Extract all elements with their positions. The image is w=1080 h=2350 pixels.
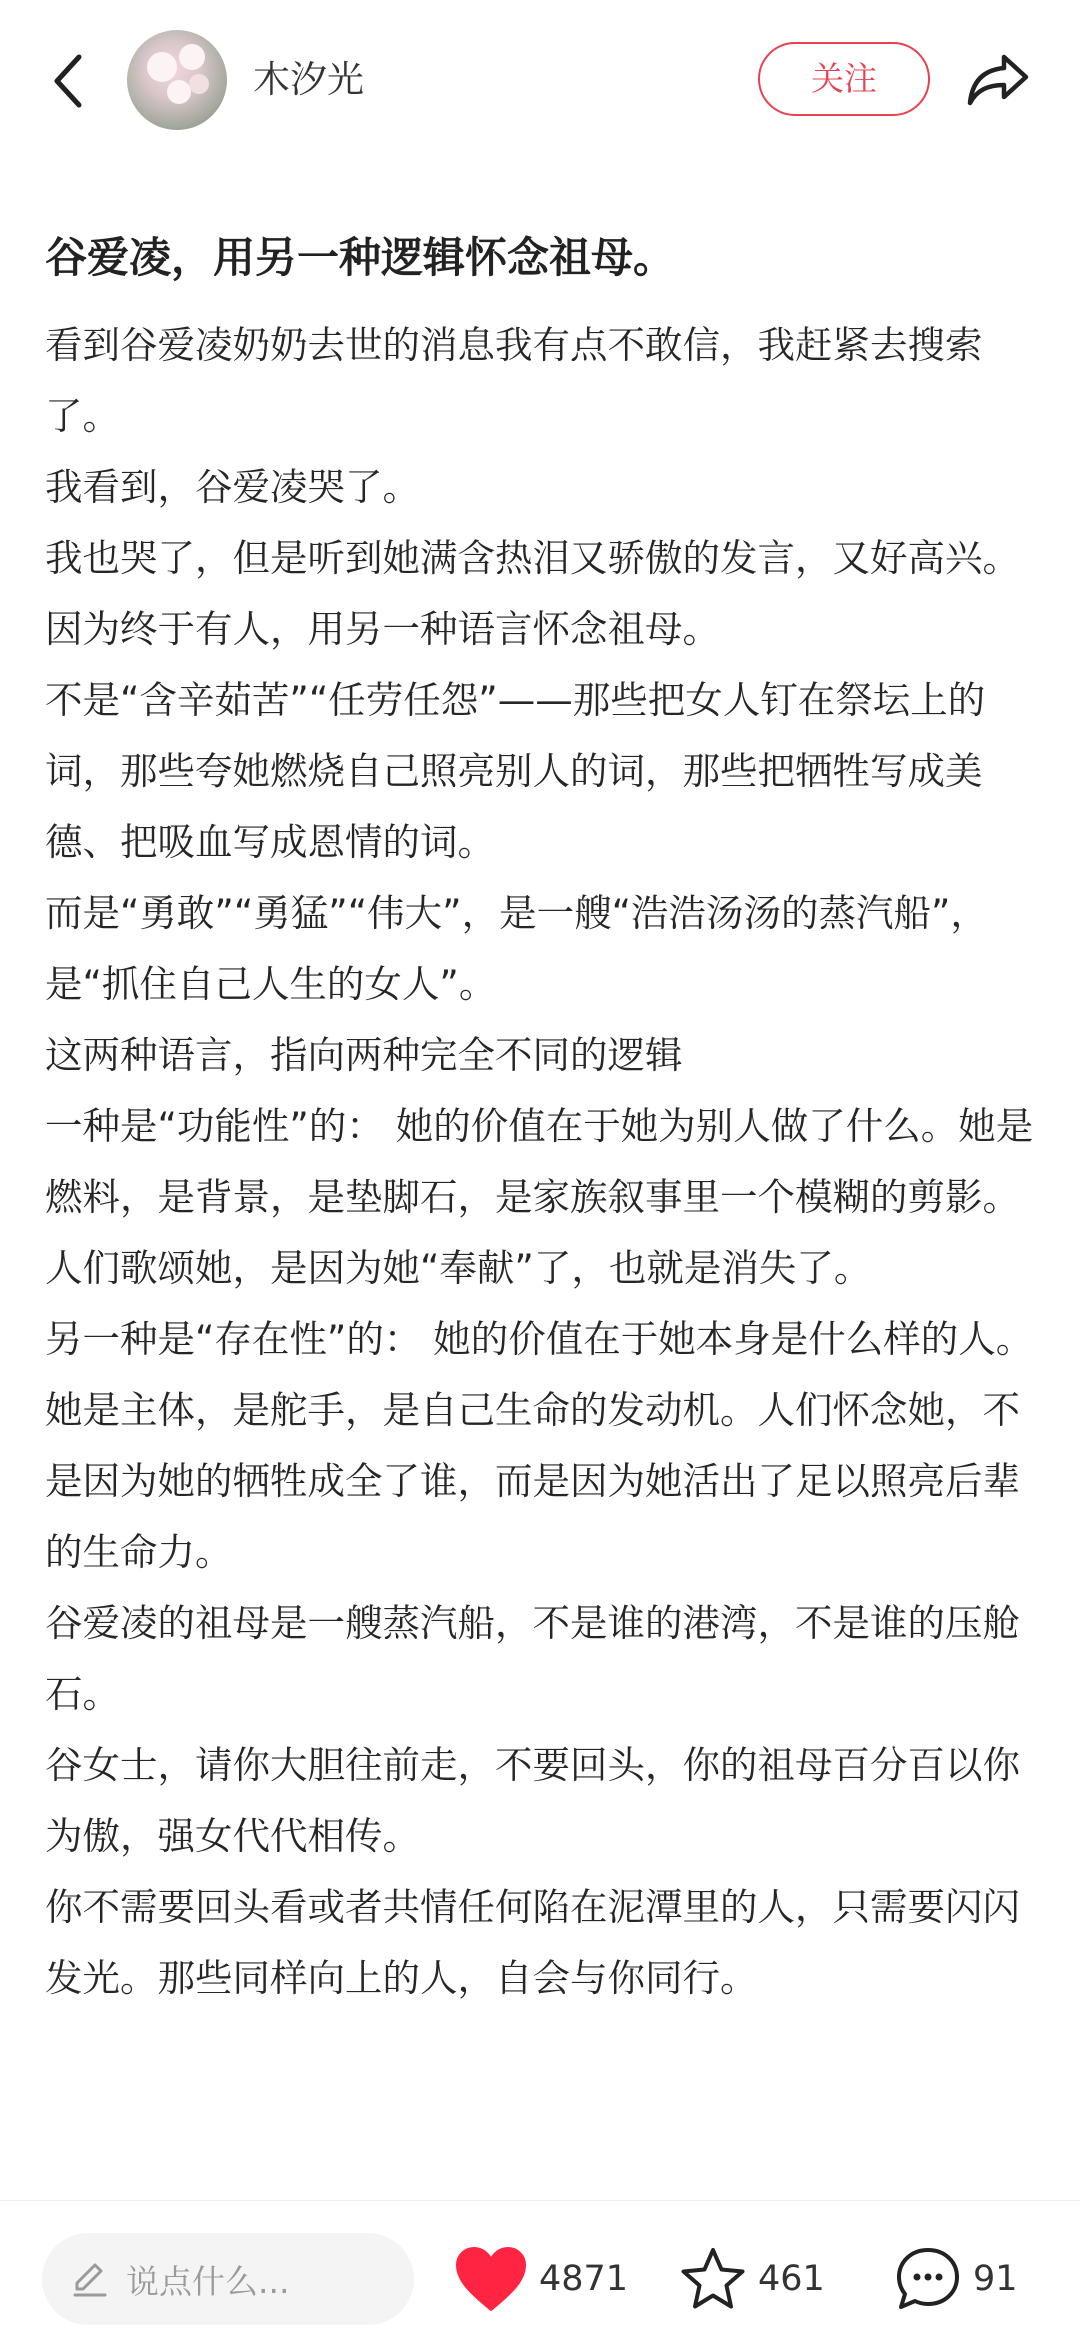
comment-count: 91 bbox=[973, 2259, 1018, 2299]
body-paragraph: 而是“勇敢”“勇猛”“伟大”，是一艘“浩浩汤汤的蒸汽船”，是“抓住自己人生的女人”。 bbox=[45, 891, 988, 1006]
like-count: 4871 bbox=[539, 2259, 629, 2299]
star-icon bbox=[678, 2245, 748, 2313]
body-paragraph: 因为终于有人，用另一种语言怀念祖母。 bbox=[45, 607, 720, 651]
comment-button[interactable] bbox=[893, 2239, 1018, 2319]
comment-input[interactable] bbox=[42, 2233, 414, 2325]
share-button[interactable] bbox=[960, 44, 1036, 114]
body-paragraph: 你不需要回头看或者共情任何陷在泥潭里的人，只需要闪闪发光。那些同样向上的人，自会与你同行。 bbox=[45, 1885, 1020, 2000]
share-icon bbox=[966, 51, 1030, 107]
collect-button[interactable] bbox=[678, 2239, 825, 2319]
note-body bbox=[45, 310, 1035, 2014]
engagement-bar bbox=[0, 2200, 1080, 2350]
body-paragraph: 看到谷爱凌奶奶去世的消息我有点不敢信，我赶紧去搜索了。 bbox=[45, 323, 983, 438]
body-paragraph: 谷爱凌的祖母是一艘蒸汽船，不是谁的港湾，不是谁的压舱石。 bbox=[45, 1601, 1020, 1716]
collect-count: 461 bbox=[758, 2259, 825, 2299]
back-button[interactable] bbox=[40, 42, 96, 120]
body-paragraph: 这两种语言，指向两种完全不同的逻辑 bbox=[45, 1033, 683, 1077]
comment-bubble-icon bbox=[893, 2244, 963, 2314]
body-paragraph: 不是“含辛茹苦”“任劳任怨”——那些把女人钉在祭坛上的词，那些夸她燃烧自己照亮别人的词，那些把牺牲写成美德、把吸血写成恩情的词。 bbox=[45, 678, 986, 864]
back-arrow-icon bbox=[53, 53, 83, 109]
follow-button[interactable]: 关注 bbox=[758, 42, 930, 116]
body-paragraph: 我也哭了，但是听到她满含热泪又骄傲的发言，又好高兴。 bbox=[45, 536, 1020, 580]
pencil-icon bbox=[68, 2258, 110, 2300]
author-name[interactable]: 木汐光 bbox=[253, 58, 364, 101]
body-paragraph: 一种是“功能性”的： 她的价值在于她为别人做了什么。她是燃料，是背景，是垫脚石，是家族叙事里一个模糊的剪影。人们歌颂她，是因为她“奉献”了，也就是消失了。 bbox=[45, 1104, 1034, 1290]
body-paragraph: 谷女士，请你大胆往前走，不要回头，你的祖母百分百以你为傲，强女代代相传。 bbox=[45, 1743, 1020, 1858]
body-paragraph: 另一种是“存在性”的： 她的价值在于她本身是什么样的人。她是主体，是舵手，是自己生命的发动机。人们怀念她，不是因为她的牺牲成全了谁，而是因为她活出了足以照亮后辈的生命力。 bbox=[45, 1317, 1034, 1574]
like-button[interactable] bbox=[453, 2239, 628, 2319]
top-bar bbox=[0, 0, 1080, 170]
author-avatar[interactable] bbox=[127, 30, 227, 130]
body-paragraph: 我看到，谷爱凌哭了。 bbox=[45, 465, 420, 509]
comment-placeholder: 说点什么... bbox=[126, 2261, 290, 2301]
heart-filled-icon bbox=[453, 2244, 529, 2314]
note-title: 谷爱凌，用另一种逻辑怀念祖母。 bbox=[45, 233, 676, 282]
